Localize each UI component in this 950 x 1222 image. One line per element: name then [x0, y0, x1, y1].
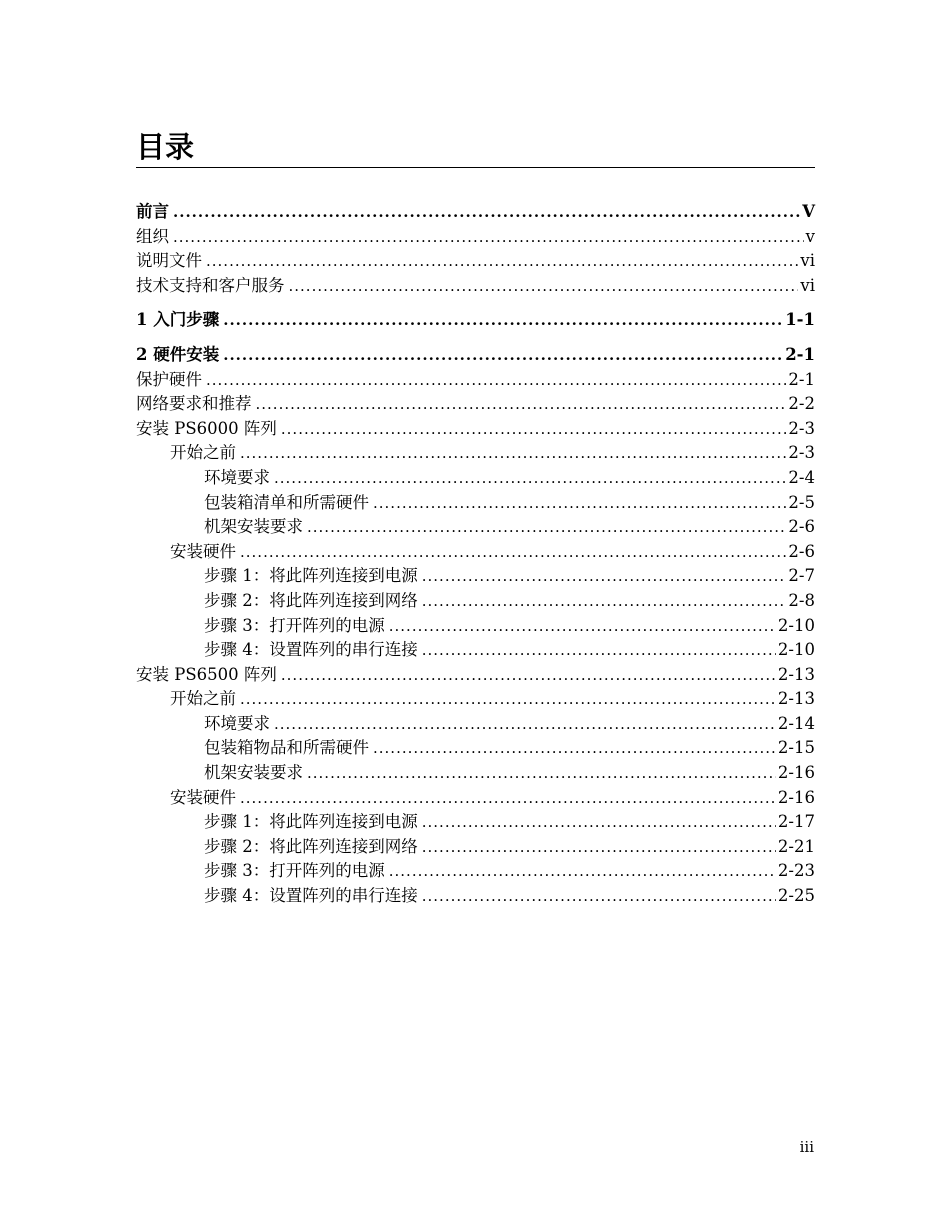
- toc-dot-leader: [373, 736, 776, 761]
- toc-dot-leader: [422, 589, 787, 614]
- toc-entry[interactable]: [136, 835, 815, 860]
- toc-entry[interactable]: [136, 761, 815, 786]
- toc-entry-label: 步骤 2：将此阵列连接到网络: [204, 836, 418, 856]
- toc-dot-leader: [281, 663, 776, 688]
- toc-entry-label: 安装 PS6000 阵列: [136, 418, 277, 438]
- toc-entry[interactable]: [136, 712, 815, 737]
- toc-dot-leader: [223, 308, 783, 333]
- toc-dot-leader: [223, 343, 783, 368]
- toc-entry-page: v: [805, 226, 815, 246]
- toc-entry[interactable]: [136, 687, 815, 712]
- toc-entry-label: 步骤 3：打开阵列的电源: [204, 615, 385, 635]
- toc-entry-page: 2-2: [788, 394, 815, 414]
- page-title: 目录: [136, 130, 195, 164]
- title-rule: [136, 167, 815, 168]
- toc-entry-page: 2-6: [788, 517, 815, 537]
- toc-dot-leader: [307, 761, 776, 786]
- toc-entry-page: 2-13: [777, 689, 815, 709]
- toc-entry-page: 2-13: [777, 664, 815, 684]
- toc-entry-label: 2 硬件安装: [136, 344, 220, 364]
- toc-entry[interactable]: [136, 638, 815, 663]
- toc-entry[interactable]: [136, 564, 815, 589]
- toc-entry-label: 步骤 1：将此阵列连接到电源: [204, 566, 418, 586]
- toc-entry-page: 2-25: [777, 886, 815, 906]
- toc-entry-label: 环境要求: [204, 467, 270, 487]
- toc-entry-label: 开始之前: [170, 443, 236, 463]
- toc-entry-label: 安装硬件: [170, 787, 236, 807]
- toc-dot-leader: [422, 564, 787, 589]
- toc-entry-page: 2-3: [788, 418, 815, 438]
- toc-entry-page: 2-15: [777, 738, 815, 758]
- toc-entry[interactable]: [136, 540, 815, 565]
- toc-entry[interactable]: [136, 417, 815, 442]
- toc-entry[interactable]: [136, 368, 815, 393]
- toc-entry-label: 安装 PS6500 阵列: [136, 664, 277, 684]
- toc-dot-leader: [206, 368, 786, 393]
- toc-entry-label: 网络要求和推荐: [136, 394, 252, 414]
- toc-dot-leader: [289, 274, 799, 299]
- toc-entry-page: 2-5: [788, 492, 815, 512]
- toc-dot-leader: [240, 687, 776, 712]
- toc-entry-page: 2-8: [788, 590, 815, 610]
- toc-entry[interactable]: [136, 466, 815, 491]
- toc-dot-leader: [240, 540, 786, 565]
- toc-entry-label: 前言: [136, 202, 169, 221]
- toc-dot-leader: [422, 835, 776, 860]
- toc-dot-leader: [373, 491, 786, 516]
- toc-entry-label: 包装箱清单和所需硬件: [204, 492, 369, 512]
- toc-entry-page: 2-4: [788, 467, 815, 487]
- toc-entry-page: 2-10: [777, 640, 815, 660]
- toc-entry-label: 步骤 4：设置阵列的串行连接: [204, 640, 418, 660]
- toc-entry-page: 2-3: [788, 443, 815, 463]
- toc-dot-leader: [173, 200, 800, 225]
- toc-entry-page: vi: [800, 275, 815, 295]
- toc-entry-page: vi: [800, 251, 815, 271]
- toc-entry[interactable]: [136, 225, 815, 250]
- toc-entry[interactable]: [136, 786, 815, 811]
- toc-entry[interactable]: [136, 736, 815, 761]
- toc-entry-page: 2-16: [777, 787, 815, 807]
- toc-entry[interactable]: [136, 884, 815, 909]
- toc-entry-page: 2-10: [777, 615, 815, 635]
- toc-entry[interactable]: [136, 859, 815, 884]
- toc-entry-page: 2-1: [788, 369, 815, 389]
- toc-entry-label: 步骤 1：将此阵列连接到电源: [204, 812, 418, 832]
- toc-entry-label: 步骤 4：设置阵列的串行连接: [204, 886, 418, 906]
- toc-entry[interactable]: [136, 274, 815, 299]
- toc-entry[interactable]: [136, 441, 815, 466]
- toc-dot-leader: [206, 249, 798, 274]
- toc-dot-leader: [256, 392, 787, 417]
- toc-entry-page: 2-14: [777, 713, 815, 733]
- toc-entry-label: 开始之前: [170, 689, 236, 709]
- toc-dot-leader: [307, 515, 786, 540]
- toc-entry[interactable]: [136, 515, 815, 540]
- toc-entry-label: 说明文件: [136, 251, 202, 271]
- toc-entry[interactable]: [136, 663, 815, 688]
- table-of-contents: [136, 200, 815, 909]
- toc-dot-leader: [281, 417, 787, 442]
- page-number: iii: [799, 1138, 814, 1156]
- toc-entry-page: 2-17: [777, 812, 815, 832]
- toc-entry-label: 机架安装要求: [204, 763, 303, 783]
- toc-dot-leader: [422, 638, 776, 663]
- toc-entry[interactable]: [136, 392, 815, 417]
- toc-dot-leader: [389, 614, 776, 639]
- toc-dot-leader: [422, 810, 776, 835]
- toc-chapter-entry[interactable]: [136, 308, 815, 333]
- toc-entry-label: 包装箱物品和所需硬件: [204, 738, 369, 758]
- toc-entry[interactable]: [136, 249, 815, 274]
- toc-entry-page: 1-1: [785, 310, 815, 330]
- toc-entry-label: 保护硬件: [136, 369, 202, 389]
- toc-chapter-entry[interactable]: [136, 200, 815, 225]
- toc-entry-label: 步骤 3：打开阵列的电源: [204, 861, 385, 881]
- toc-entry-label: 技术支持和客户服务: [136, 275, 285, 295]
- toc-entry-label: 步骤 2：将此阵列连接到网络: [204, 590, 418, 610]
- toc-entry-page: 2-7: [788, 566, 815, 586]
- toc-entry-page: 2-6: [788, 541, 815, 561]
- toc-entry-label: 组织: [136, 226, 169, 246]
- toc-dot-leader: [422, 884, 776, 909]
- toc-entry[interactable]: [136, 589, 815, 614]
- toc-entry-page: 2-1: [785, 344, 815, 364]
- toc-entry-page: 2-21: [777, 836, 815, 856]
- toc-entry-label: 机架安装要求: [204, 517, 303, 537]
- toc-entry-label: 1 入门步骤: [136, 310, 220, 330]
- toc-entry-page: 2-23: [777, 861, 815, 881]
- toc-dot-leader: [274, 712, 776, 737]
- toc-dot-leader: [173, 225, 804, 250]
- toc-entry-label: 环境要求: [204, 713, 270, 733]
- toc-dot-leader: [240, 441, 786, 466]
- toc-dot-leader: [389, 859, 776, 884]
- toc-entry[interactable]: [136, 810, 815, 835]
- toc-entry-page: V: [802, 202, 815, 221]
- toc-entry-label: 安装硬件: [170, 541, 236, 561]
- toc-entry[interactable]: [136, 491, 815, 516]
- toc-chapter-entry[interactable]: [136, 343, 815, 368]
- toc-dot-leader: [240, 786, 776, 811]
- toc-entry[interactable]: [136, 614, 815, 639]
- toc-dot-leader: [274, 466, 786, 491]
- toc-entry-page: 2-16: [777, 763, 815, 783]
